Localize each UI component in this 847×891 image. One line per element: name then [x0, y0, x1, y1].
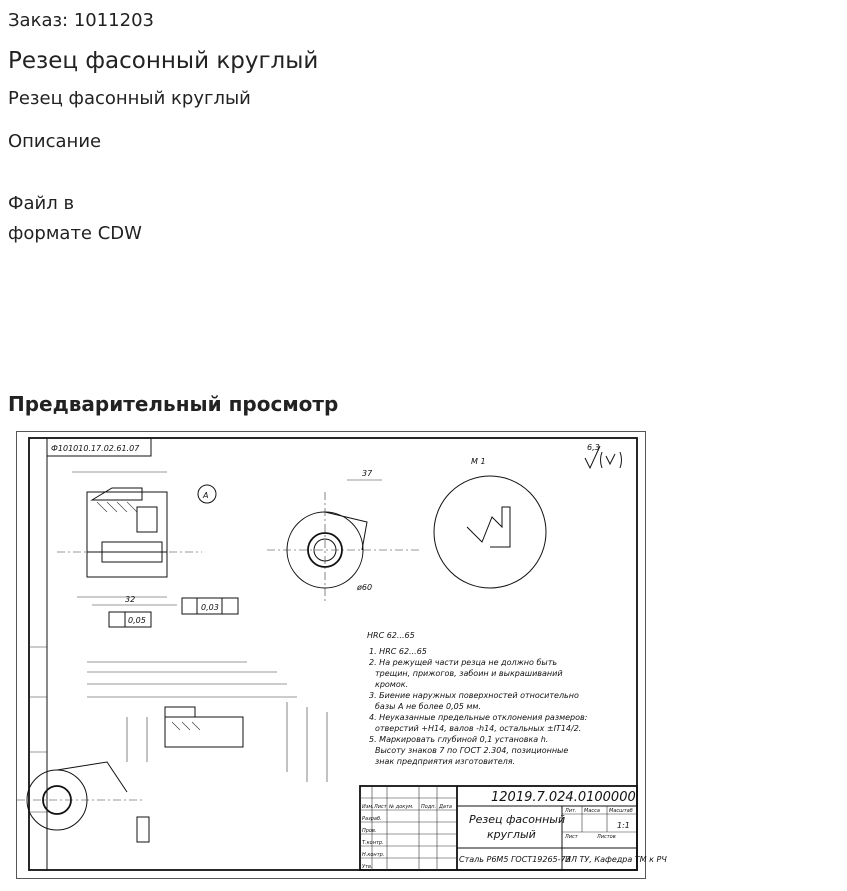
file-format-line-2: формате CDW: [8, 223, 142, 244]
drawing-organization: ИЛ ТУ, Кафедра ТМ к РЧ: [565, 855, 667, 864]
svg-text:3. Биение наружных поверхносте: 3. Биение наружных поверхностей относительно: [369, 691, 579, 700]
svg-text:Масса: Масса: [584, 808, 600, 814]
svg-text:трещин, прижогов, забоин и вык: трещин, прижогов, забоин и выкрашиваний: [375, 669, 563, 678]
svg-text:Изм.: Изм.: [362, 804, 374, 810]
svg-text:2. На режущей части резца не д: 2. На режущей части резца не должно быть: [369, 658, 558, 667]
svg-text:Разраб.: Разраб.: [362, 816, 382, 822]
svg-text:отверстий +H14, валов -h14, ос: отверстий +H14, валов -h14, остальных ±IT14/2.: [375, 724, 582, 733]
svg-text:5. Маркировать глубиной 0,1 ус: 5. Маркировать глубиной 0,1 установка h.: [369, 735, 549, 744]
file-format-line-1: Файл в: [8, 193, 75, 214]
hardness-note: HRC 62...65: [367, 631, 415, 640]
cutter-side-view: [57, 472, 216, 605]
drawing-frame: [29, 438, 637, 870]
svg-text:0,05: 0,05: [128, 616, 146, 625]
drawing-material: Сталь Р6М5 ГОСТ19265-73: [459, 855, 571, 864]
svg-text:4. Неуказанные предельные откл: 4. Неуказанные предельные отклонения размеров:: [369, 713, 588, 722]
svg-text:кромок.: кромок.: [375, 680, 409, 689]
svg-text:37: 37: [362, 469, 373, 478]
svg-text:Дата: Дата: [439, 804, 452, 810]
drawing-name-line-2: круглый: [487, 828, 536, 841]
top-stamp-text: Ф101010.17.02.61.07: [51, 444, 140, 453]
technical-drawing: [17, 432, 667, 878]
page-title: Резец фасонный круглый: [8, 48, 319, 74]
svg-text:Подп.: Подп.: [421, 804, 437, 810]
dim-32-label: 32: [125, 595, 136, 604]
technical-notes: [369, 647, 588, 766]
cutter-front-view: [267, 469, 422, 602]
svg-text:Лист: Лист: [374, 804, 387, 810]
detail-view: [434, 457, 546, 588]
svg-text:Н.контр.: Н.контр.: [362, 852, 385, 858]
svg-text:знак предприятия изготовителя.: знак предприятия изготовителя.: [375, 757, 516, 766]
description-heading: Описание: [8, 131, 102, 152]
svg-text:Утв.: Утв.: [362, 864, 373, 870]
svg-text:базы А не более 0,05 мм.: базы А не более 0,05 мм.: [375, 702, 481, 711]
product-subtitle: Резец фасонный круглый: [8, 88, 251, 109]
svg-text:Лист: Лист: [565, 834, 578, 840]
svg-text:Пров.: Пров.: [362, 828, 377, 834]
lower-gear-view: [17, 762, 149, 842]
svg-text:0,03: 0,03: [201, 603, 219, 612]
order-number: Заказ: 1011203: [8, 10, 154, 31]
preview-heading: Предварительный просмотр: [8, 392, 339, 416]
roughness-value: 6,3: [587, 443, 600, 452]
svg-text:Масштаб: Масштаб: [609, 808, 633, 814]
svg-text:А: А: [203, 491, 209, 500]
svg-text:Листов: Листов: [597, 834, 616, 840]
svg-text:Высоту знаков 7 по ГОСТ 2.304,: Высоту знаков 7 по ГОСТ 2.304, позиционные: [375, 746, 569, 755]
drawing-name-line-1: Резец фасонный: [469, 813, 566, 826]
svg-text:М 1: М 1: [471, 457, 486, 466]
svg-text:ø60: ø60: [357, 583, 373, 592]
svg-text:Лит.: Лит.: [565, 808, 577, 814]
svg-text:Т.контр.: Т.контр.: [362, 840, 384, 846]
drawing-preview: [16, 431, 667, 879]
title-block: [360, 786, 667, 870]
drawing-designation: 12019.7.024.0100000: [491, 790, 636, 805]
drawing-sheet: 1:1: [617, 821, 630, 830]
svg-text:1. HRC 62...65: 1. HRC 62...65: [369, 647, 427, 656]
profile-view: [87, 662, 327, 782]
svg-text:№ докум.: № докум.: [389, 804, 414, 810]
